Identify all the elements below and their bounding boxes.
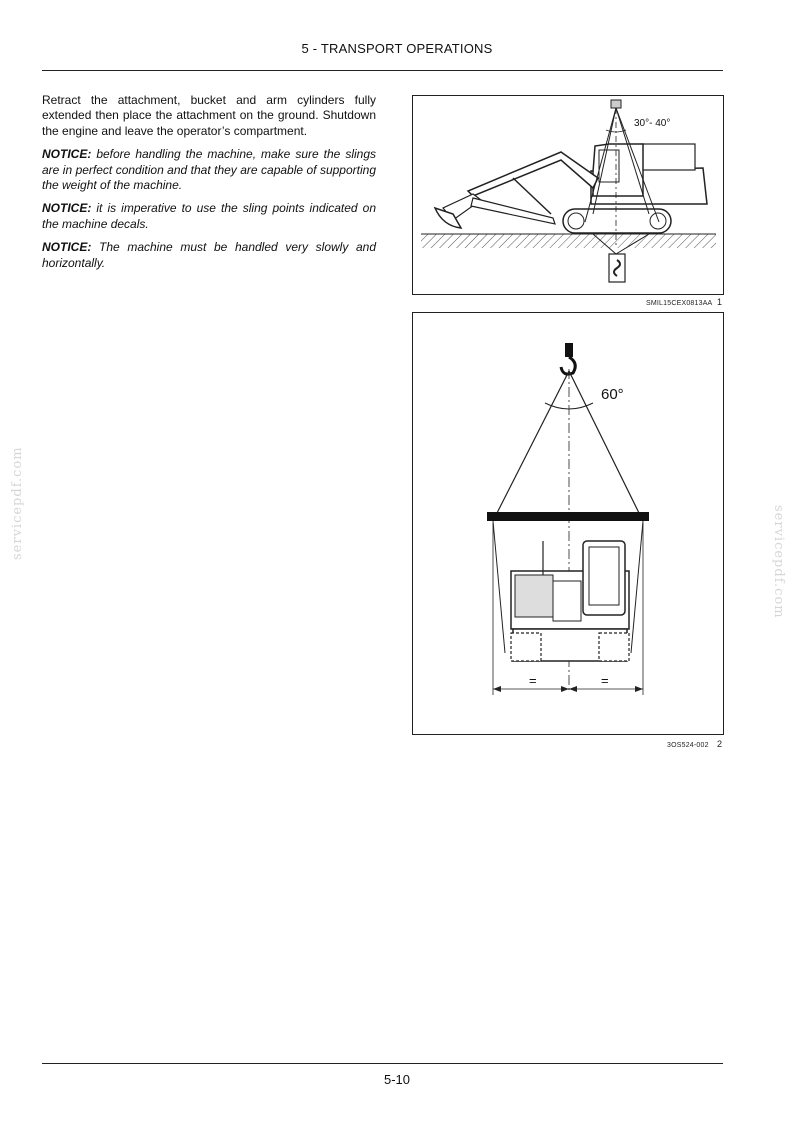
page-header-title: 5 - TRANSPORT OPERATIONS (301, 41, 493, 56)
notice-text-1: before handling the machine, make sure the slings are in perfect condition and that they are capable of supporting the weight of the machine. (42, 147, 376, 193)
dimension-arrow (561, 686, 569, 692)
track-right (599, 633, 629, 661)
crane-hook-top (565, 343, 573, 357)
dimension-arrow (493, 686, 501, 692)
notice-label: NOTICE: (42, 240, 92, 255)
notice-label: NOTICE: (42, 147, 92, 162)
track (563, 209, 671, 233)
track-left (511, 633, 541, 661)
header-rule (42, 70, 723, 71)
figure-1-side-view (412, 95, 724, 295)
figure-1-number: 1 (717, 297, 723, 307)
notice-paragraph-2 (42, 201, 376, 232)
body-text (42, 93, 376, 279)
figure-2-code: 3OS524-002 (667, 742, 709, 749)
notice-paragraph-3 (42, 240, 376, 271)
engine-block (515, 575, 553, 617)
equal-sign-left: = (529, 673, 537, 688)
counterweight (553, 581, 581, 621)
watermark-right: servicepdf.com (771, 505, 786, 619)
figure-1-code: SMIL15CEX0813AA (646, 300, 713, 307)
watermark-left: servicepdf.com (10, 446, 25, 560)
intro-paragraph: Retract the attachment, bucket and arm cylinders fully extended then place the attachment on the ground. Shutdown the engine and leave the operator’s compartment. (42, 93, 376, 138)
page-number: 5-10 (383, 1072, 411, 1087)
ground-hatch (421, 234, 716, 248)
figure-2-number: 2 (717, 739, 723, 749)
dimension-arrow (635, 686, 643, 692)
notice-label: NOTICE: (42, 201, 92, 216)
footer-rule (42, 1063, 723, 1064)
main-sling-left (497, 371, 569, 513)
notice-paragraph-1 (42, 147, 376, 193)
vertical-sling-left (493, 521, 505, 653)
spreader-bar (487, 512, 649, 521)
equal-sign-right: = (601, 673, 609, 688)
excavator-rear-illustration (413, 313, 723, 734)
dimension-arrow (569, 686, 577, 692)
notice-text-3: The machine must be handled very slowly and horizontally. (42, 240, 376, 270)
angle-label-60: 60° (601, 386, 624, 403)
hook-block (611, 100, 621, 108)
bucket-cylinder (513, 178, 551, 214)
boom (468, 152, 598, 196)
notice-text-2: it is imperative to use the sling points indicated on the machine decals. (42, 201, 376, 231)
arm-lower (471, 198, 555, 224)
figure-2-rear-view (412, 312, 724, 735)
excavator-side-illustration (413, 96, 723, 294)
angle-label-30-40: 30°- 40° (634, 118, 671, 129)
engine-hood (641, 144, 695, 170)
vertical-sling-right (631, 521, 643, 653)
